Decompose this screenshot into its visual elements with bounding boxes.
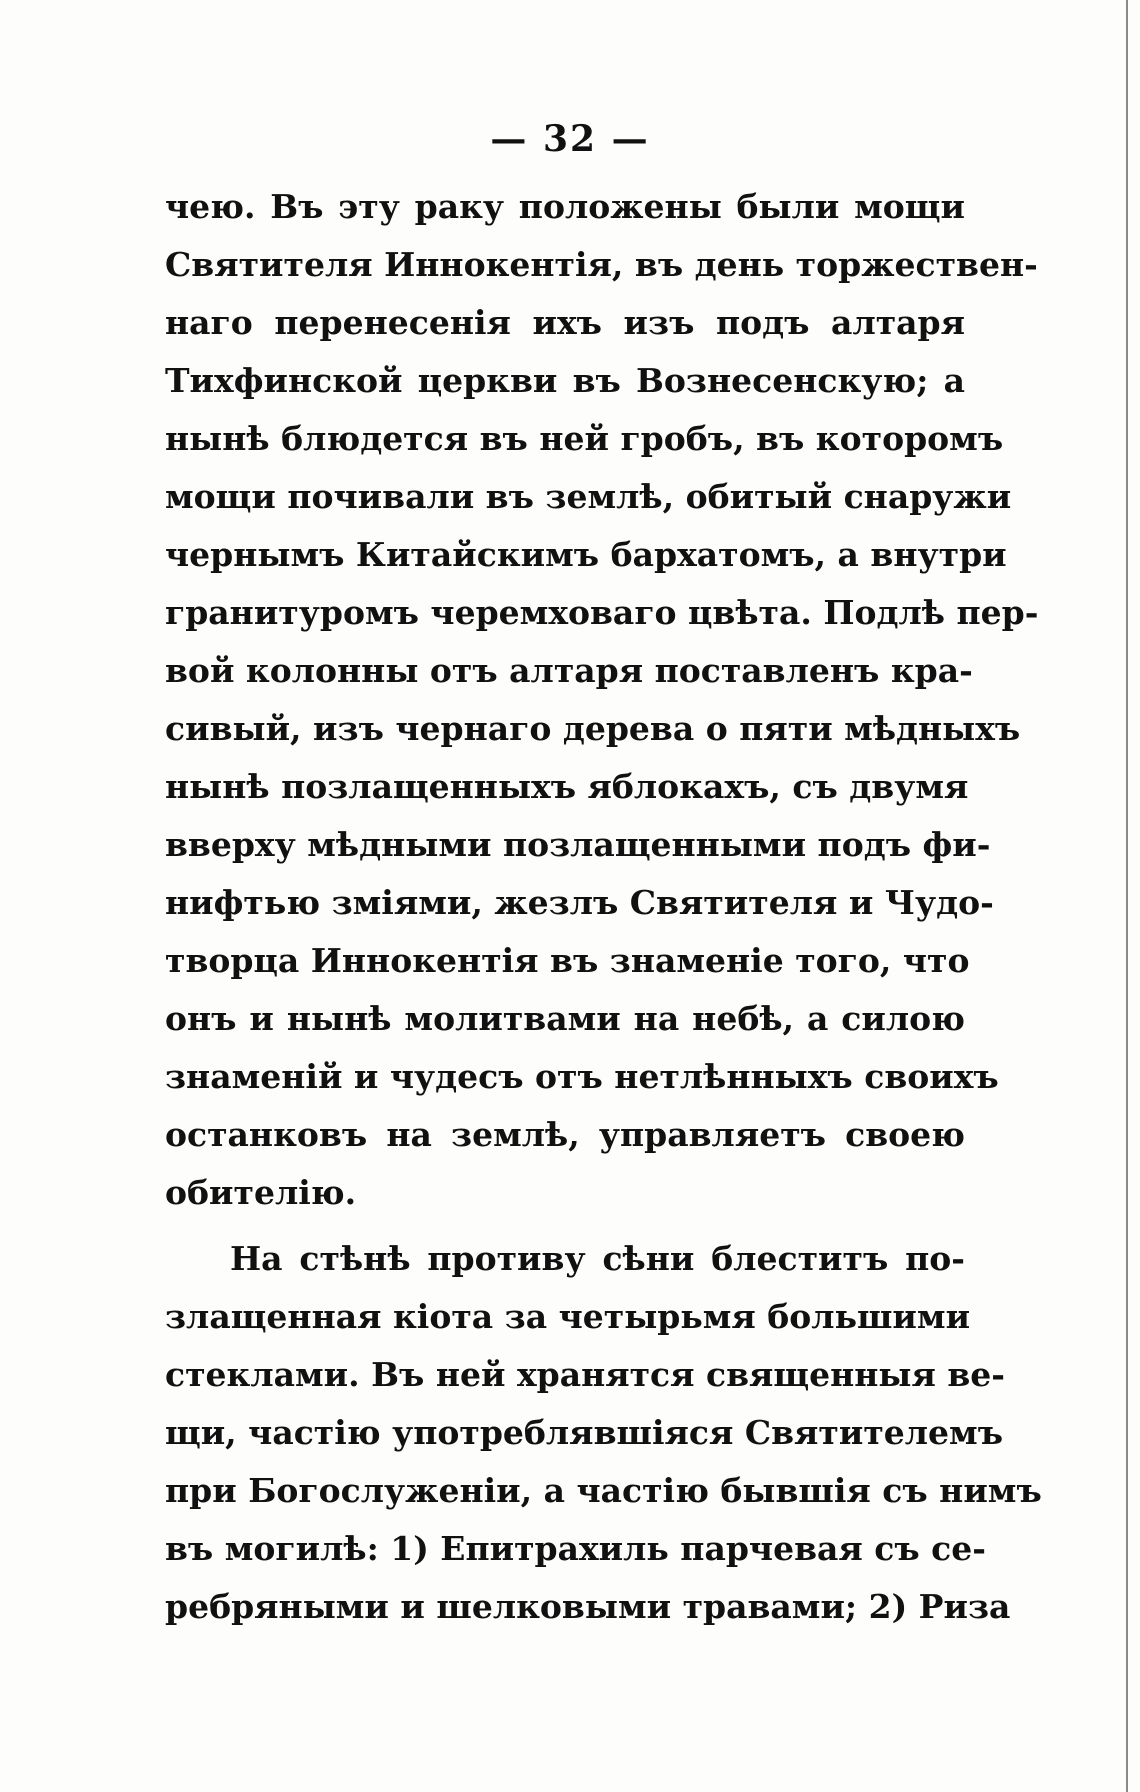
paragraph bbox=[165, 1230, 1042, 1636]
text-line: ребряными и шелковыми травами; 2) Риза bbox=[165, 1587, 1011, 1626]
page-edge-shadow bbox=[1126, 0, 1128, 1792]
text-line: онъ и нынѣ молитвами на небѣ, а силою bbox=[165, 999, 965, 1038]
text-line: чею. Въ эту раку положены были мощи bbox=[165, 187, 965, 226]
text-line: наго перенесенія ихъ изъ подъ алтаря bbox=[165, 303, 965, 342]
text-line: сивый, изъ чернаго дерева о пяти мѣдныхъ bbox=[165, 709, 1021, 748]
paragraph bbox=[165, 178, 1039, 1222]
text-line: Святителя Иннокентія, въ день торжествен- bbox=[165, 245, 1038, 284]
text-line: злащенная кіота за четырьмя большими bbox=[165, 1297, 971, 1336]
text-line: творца Иннокентія въ знаменіе того, что bbox=[165, 941, 970, 980]
text-line: вой колонны отъ алтаря поставленъ кра- bbox=[165, 651, 973, 690]
page-number: — 32 — bbox=[490, 118, 650, 160]
text-line: чернымъ Китайскимъ бархатомъ, а внутри bbox=[165, 535, 1007, 574]
text-line: щи, частію употреблявшіяся Святителемъ bbox=[165, 1413, 1004, 1452]
text-line: нынѣ блюдется въ ней гробъ, въ которомъ bbox=[165, 419, 1004, 458]
text-line: при Богослуженіи, а частію бывшія съ нимъ bbox=[165, 1471, 1042, 1510]
text-line: обителію. bbox=[165, 1173, 357, 1212]
text-line: стеклами. Въ ней хранятся священныя ве- bbox=[165, 1355, 1006, 1394]
text-line: мощи почивали въ землѣ, обитый снаружи bbox=[165, 477, 1012, 516]
text-line: нынѣ позлащенныхъ яблокахъ, съ двумя bbox=[165, 767, 969, 806]
text-line: На стѣнѣ противу сѣни блеститъ по- bbox=[230, 1239, 965, 1278]
text-line: останковъ на землѣ, управляетъ своею bbox=[165, 1115, 965, 1154]
text-line: нифтью зміями, жезлъ Святителя и Чудо- bbox=[165, 883, 994, 922]
text-line: Тихфинской церкви въ Вознесенскую; а bbox=[165, 361, 965, 400]
text-line: вверху мѣдными позлащенными подъ фи- bbox=[165, 825, 991, 864]
text-line: гранитуромъ черемховаго цвѣта. Подлѣ пер- bbox=[165, 593, 1039, 632]
body-text bbox=[165, 178, 1042, 1636]
text-line: въ могилѣ: 1) Епитрахиль парчевая съ се- bbox=[165, 1529, 986, 1568]
text-line: знаменій и чудесъ отъ нетлѣнныхъ своихъ bbox=[165, 1057, 999, 1096]
